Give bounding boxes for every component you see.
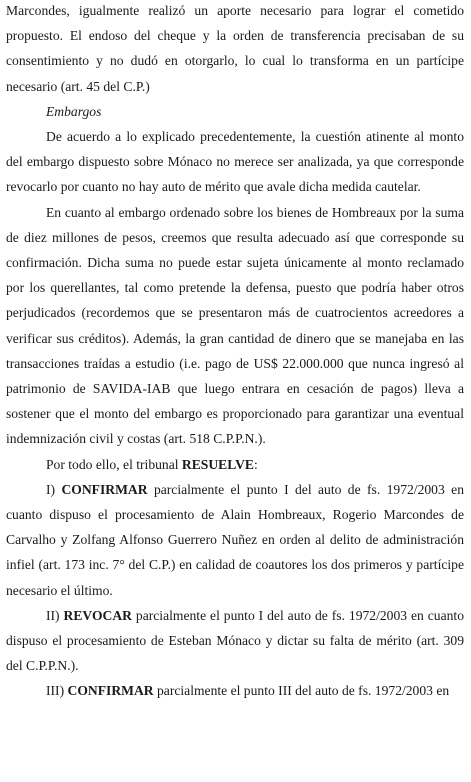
bold-keyword: CONFIRMAR [67,683,154,699]
document-page [6,0,464,704]
text-run: II) [46,607,64,623]
bold-keyword: REVOCAR [63,607,132,623]
section-heading-embargos [46,99,464,124]
text-run: En cuanto al embargo ordenado sobre los bienes de Hombreaux por la suma de diez millones de pesos, creemos que resulta adecuado así que corresponde su confirmación. Dicha suma no puede estar sujeta únicamente al monto reclamado por los querellantes, tal como pretende la defensa, puesto que podría haber otros perjudicados (recordemos que se presentaron más de cuatrocientos acreedores a verificar sus créditos). Además, la gran cantidad de dinero que se manejaba en las transacciones traídas a estudio (i.e. pago de US$ 22.000.000 que nunca ingresó al patrimonio de SAVIDA-IAB que luego entrara en cesación de pagos) lleva a sostener que el monto del embargo es proporcionado para garantizar una eventual indemnización civil y costas (art. 518 C.P.P.N.). [6,204,464,447]
text-run: III) [46,683,68,699]
paragraph-embargo-monaco [6,124,464,200]
paragraph-resuelve [6,452,464,477]
text-run: De acuerdo a lo explicado precedentemente, la cuestión atinente al monto del embargo dispuesto sobre Mónaco no merece ser analizada, ya que corresponde revocarlo por cuanto no hay auto de mérito que avale dicha medida cautelar. [6,129,464,195]
text-run: Por todo ello, el tribunal [46,456,182,472]
text-run: parcialmente el punto I del auto de fs. 1972/2003 en cuanto dispuso el procesamiento de Alain Hombreaux, Rogerio Marcondes de Carvalho y Zolfang Alfonso Guerrero Nuñez en orden al delito de administración infiel (art. 173 inc. 7° del C.P.) en calidad de coautores los dos primeros y partícipe necesario el último. [6,481,464,598]
text-run: parcialmente el punto I del auto de fs. 1972/2003 en cuanto dispuso el procesamiento de Esteban Mónaco y dictar su falta de mérito (art. 309 del C.P.P.N.). [6,607,464,674]
paragraph-embargo-hombreaux [6,200,464,452]
bold-keyword: RESUELVE [181,456,254,472]
text-run: parcialmente el punto III del auto de fs. 1972/2003 en [153,683,450,699]
paragraph-resolution-ii [6,603,464,679]
text-run: Embargos [46,103,102,119]
paragraph-resolution-iii [6,678,464,703]
paragraph-resolution-i [6,477,464,603]
text-run: Marcondes, igualmente realizó un aporte necesario para lograr el cometido propuesto. El endoso del cheque y la orden de transferencia precisaban de su consentimiento y no dudó en otorgarlo, lo cual lo transforma en un partícipe necesario (art. 45 del C.P.) [6,3,464,94]
text-run: : [253,456,258,472]
paragraph-marcondes [6,0,464,99]
text-run: I) [46,481,62,497]
bold-keyword: CONFIRMAR [61,481,148,497]
